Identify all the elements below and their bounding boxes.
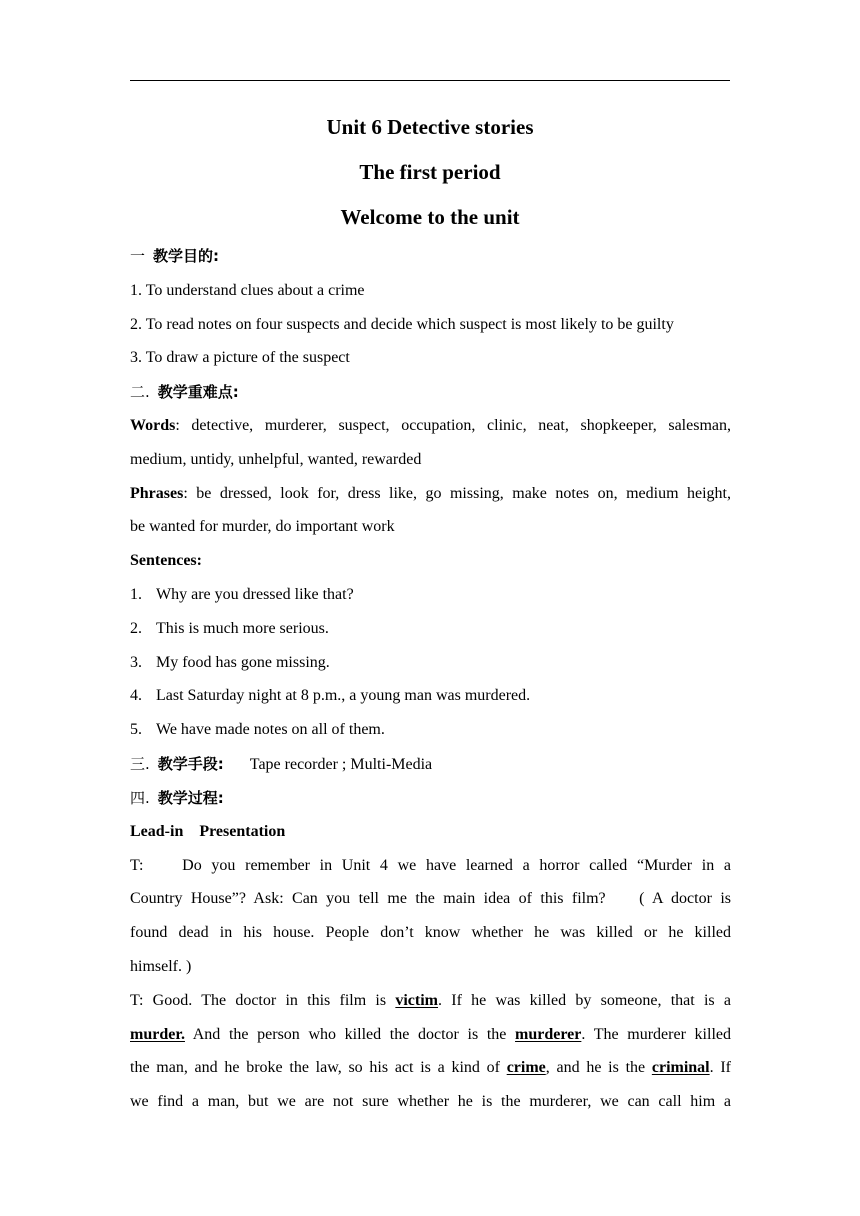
- sentence-number: 5.: [130, 721, 142, 738]
- section1-marker: 一: [130, 247, 146, 265]
- keyword-criminal: criminal: [651, 1059, 710, 1076]
- section2-heading: [130, 382, 731, 403]
- paragraph-line: found dead in his house. People don’t know whether he was killed or he killed: [130, 924, 731, 941]
- paragraph-line: Country House”? Ask: Can you tell me the main idea of this film? ( A doctor is: [130, 890, 731, 907]
- keyword-murder: murder.: [130, 1026, 185, 1043]
- paragraph-line: [130, 991, 731, 1011]
- text-run: the man, and he broke the law, so his act is a kind of: [130, 1059, 507, 1076]
- sentence-number: 3.: [130, 654, 142, 671]
- sentence-text: This is much more serious.: [156, 620, 329, 637]
- sentence-item: [130, 653, 731, 673]
- phrases-line-cont: be wanted for murder, do important work: [130, 518, 395, 535]
- section3-marker: 三.: [130, 755, 150, 773]
- words-list: : detective, murderer, suspect, occupation, clinic, neat, shopkeeper, salesman,: [175, 417, 731, 434]
- paragraph-line: we find a man, but we are not sure whether he is the murderer, we can call him a: [130, 1093, 731, 1110]
- text-run: And the person who killed the doctor is the: [184, 1026, 516, 1043]
- words-label: Words: [130, 417, 176, 434]
- sentence-number: 2.: [130, 620, 142, 637]
- section3-heading: [130, 754, 731, 775]
- keyword-crime: crime: [506, 1059, 546, 1076]
- sentence-number: 1.: [130, 586, 142, 603]
- leadin-heading: Lead-in Presentation: [130, 823, 286, 840]
- sentence-item: [130, 619, 731, 639]
- text-run: T: Good. The doctor in this film is: [130, 992, 396, 1009]
- keyword-murderer: murderer: [515, 1026, 582, 1043]
- paragraph-line: himself. ): [130, 958, 192, 975]
- sentence-text: Last Saturday night at 8 p.m., a young man was murdered.: [156, 687, 531, 704]
- sentence-text: Why are you dressed like that?: [156, 586, 354, 603]
- paragraph-line: T: Do you remember in Unit 4 we have learned a horror called “Murder in a: [130, 857, 731, 874]
- objective-item: 2. To read notes on four suspects and decide which suspect is most likely to be guilty: [130, 316, 674, 333]
- sentence-number: 4.: [130, 687, 142, 704]
- text-run: . The murderer killed: [581, 1026, 731, 1043]
- section1-heading: [130, 246, 731, 267]
- text-run: . If he was killed by someone, that is a: [438, 992, 732, 1009]
- sentences-label: Sentences:: [130, 552, 202, 569]
- sentence-item: [130, 686, 731, 706]
- keyword-victim: victim: [395, 992, 439, 1009]
- section3-title: 教学手段:: [157, 755, 224, 773]
- paragraph-line: [130, 1058, 731, 1078]
- topic-title: Welcome to the unit: [340, 205, 520, 229]
- words-line-cont: medium, untidy, unhelpful, wanted, rewarded: [130, 451, 422, 468]
- phrases-line: [130, 484, 731, 504]
- text-run: . If: [709, 1059, 732, 1076]
- section1-title: 教学目的:: [153, 247, 220, 265]
- words-line: [130, 416, 731, 436]
- sentence-item: [130, 585, 731, 605]
- section2-title: 教学重难点:: [157, 383, 239, 401]
- period-title: The first period: [359, 160, 501, 184]
- header-rule: [130, 80, 730, 81]
- phrases-list: : be dressed, look for, dress like, go missing, make notes on, medium height,: [183, 485, 731, 502]
- sentence-item: [130, 720, 731, 740]
- section2-marker: 二.: [130, 383, 150, 401]
- section4-heading: [130, 788, 731, 809]
- sentence-text: We have made notes on all of them.: [156, 721, 385, 738]
- sentence-text: My food has gone missing.: [156, 654, 330, 671]
- section4-title: 教学过程:: [157, 789, 224, 807]
- phrases-label: Phrases: [130, 485, 184, 502]
- objective-item: 1. To understand clues about a crime: [130, 282, 365, 299]
- unit-title: Unit 6 Detective stories: [326, 115, 534, 139]
- teaching-aids: Tape recorder ; Multi-Media: [249, 756, 433, 773]
- text-run: , and he is the: [545, 1059, 652, 1076]
- paragraph-line: [130, 1025, 731, 1045]
- section4-marker: 四.: [130, 789, 150, 807]
- objective-item: 3. To draw a picture of the suspect: [130, 349, 350, 366]
